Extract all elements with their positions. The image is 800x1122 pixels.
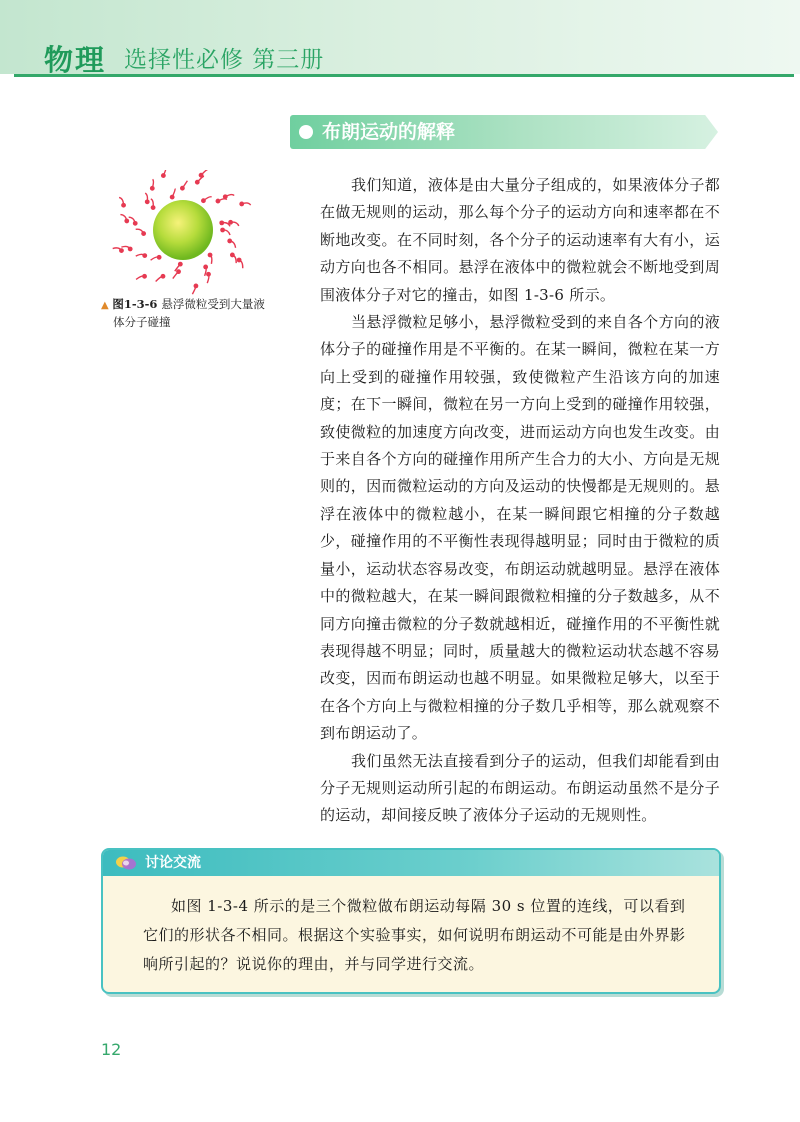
molecule-head xyxy=(228,220,233,225)
bullet-dot-icon xyxy=(299,125,313,139)
discussion-text: 如图 1-3-4 所示的是三个微粒做布朗运动每隔 30 s 位置的连线，可以看到它们的形状各不相同。根据这个实验事实，如何说明布朗运动不可能是由外界影响所引起的？说说你的理由，并与同学进行交流。 xyxy=(143,897,686,973)
discussion-header xyxy=(103,850,719,876)
molecule-head xyxy=(180,186,185,191)
molecule-head xyxy=(237,258,242,263)
molecule-head xyxy=(223,194,228,199)
paragraph: 我们虽然无法直接看到分子的运动，但我们却能看到由分子无规则运动所引起的布朗运动。布朗运动虽然不是分子的运动，却间接反映了液体分子运动的无规则性。 xyxy=(320,751,720,825)
book-title: 选择性必修 第三册 xyxy=(124,47,325,73)
molecule-head xyxy=(150,186,155,191)
molecule-head xyxy=(206,272,211,277)
molecule-head xyxy=(227,239,232,244)
molecule-head xyxy=(176,269,181,274)
molecule-head xyxy=(199,173,204,178)
molecule-head xyxy=(145,199,150,204)
discussion-box xyxy=(101,848,721,994)
molecule-head xyxy=(151,205,156,210)
molecule-head xyxy=(216,199,221,204)
section-title: 布朗运动的解释 xyxy=(322,121,456,143)
figure-number: 图1-3-6 xyxy=(112,297,158,311)
header-divider xyxy=(14,74,794,77)
subject-title: 物理 xyxy=(44,43,107,77)
paragraph: 我们知道，液体是由大量分子组成的，如果液体分子都在做无规则的运动，那么每个分子的运动方向和速率都在不断地改变。在不同时刻，各个分子的运动速率有大有小，运动方向也各不相同。悬浮在液体中的微粒就会不断地受到周围液体分子对它的撞击，如图 1-3-6 所示。 xyxy=(320,176,720,304)
molecule-head xyxy=(133,221,138,226)
molecule-head xyxy=(220,228,225,233)
page-number: 12 xyxy=(101,1040,122,1059)
molecule-head xyxy=(208,253,213,258)
discussion-bubbles-icon xyxy=(115,854,137,872)
paragraph: 当悬浮微粒足够小，悬浮微粒受到的来自各个方向的液体分子的碰撞作用是不平衡的。在某一瞬间，微粒在某一方向上受到的碰撞作用较强，致使微粒产生沿该方向的加速度；在下一瞬间，微粒在另一方向上受到的碰撞作用较强，致使微粒的加速度方向改变，进而运动方向也发生改变。由于来自各个方向的碰撞作用所产生合力的大小、方向是无规则的，因而微粒运动的方向及运动的快慢都是无规则的。悬浮在液体中的微粒越小，在某一瞬间跟它相撞的分子数越少，碰撞作用的不平衡性表现得越明显；同时由于微粒的质量小，运动状态容易改变，布朗运动就越明显。悬浮在液体中的微粒越大，在某一瞬间跟微粒相撞的分子数越多，从不同方向撞击微粒的分子数就越相近，碰撞作用的不平衡性就表现得越不明显；同时，质量越大的微粒运动状态越不容易改变，因而布朗运动也越不明显。如果微粒足够大，以至于在各个方向上与微粒相撞的分子数几乎相等，那么就观察不到布朗运动了。 xyxy=(320,313,720,743)
discussion-title: 讨论交流 xyxy=(145,855,201,871)
molecule-head xyxy=(194,283,199,288)
figure-caption xyxy=(101,296,301,331)
main-text xyxy=(320,172,720,830)
molecule-head xyxy=(201,198,206,203)
molecule-head xyxy=(230,253,235,258)
molecule-head xyxy=(195,180,200,185)
molecule-head xyxy=(219,220,224,225)
molecule-head xyxy=(161,274,166,279)
molecule-head xyxy=(121,203,126,208)
molecule-head xyxy=(161,173,166,178)
caption-line-1: 悬浮微粒受到大量液 xyxy=(161,297,265,311)
molecule-head xyxy=(119,248,124,253)
molecule-head xyxy=(128,247,133,252)
molecule-head xyxy=(124,219,129,224)
molecule-head xyxy=(142,274,147,279)
suspended-particle xyxy=(153,200,213,260)
molecule-head xyxy=(239,202,244,207)
page-header xyxy=(0,0,800,74)
molecule-head xyxy=(141,231,146,236)
triangle-marker-icon: ▲ xyxy=(101,300,109,311)
molecule-head xyxy=(157,255,162,260)
caption-line-2: 体分子碰撞 xyxy=(113,315,171,329)
molecule-head xyxy=(142,253,147,258)
brownian-particle-figure xyxy=(108,170,258,300)
molecule-head xyxy=(178,262,183,267)
molecule-head xyxy=(203,265,208,270)
molecule-head xyxy=(170,195,175,200)
